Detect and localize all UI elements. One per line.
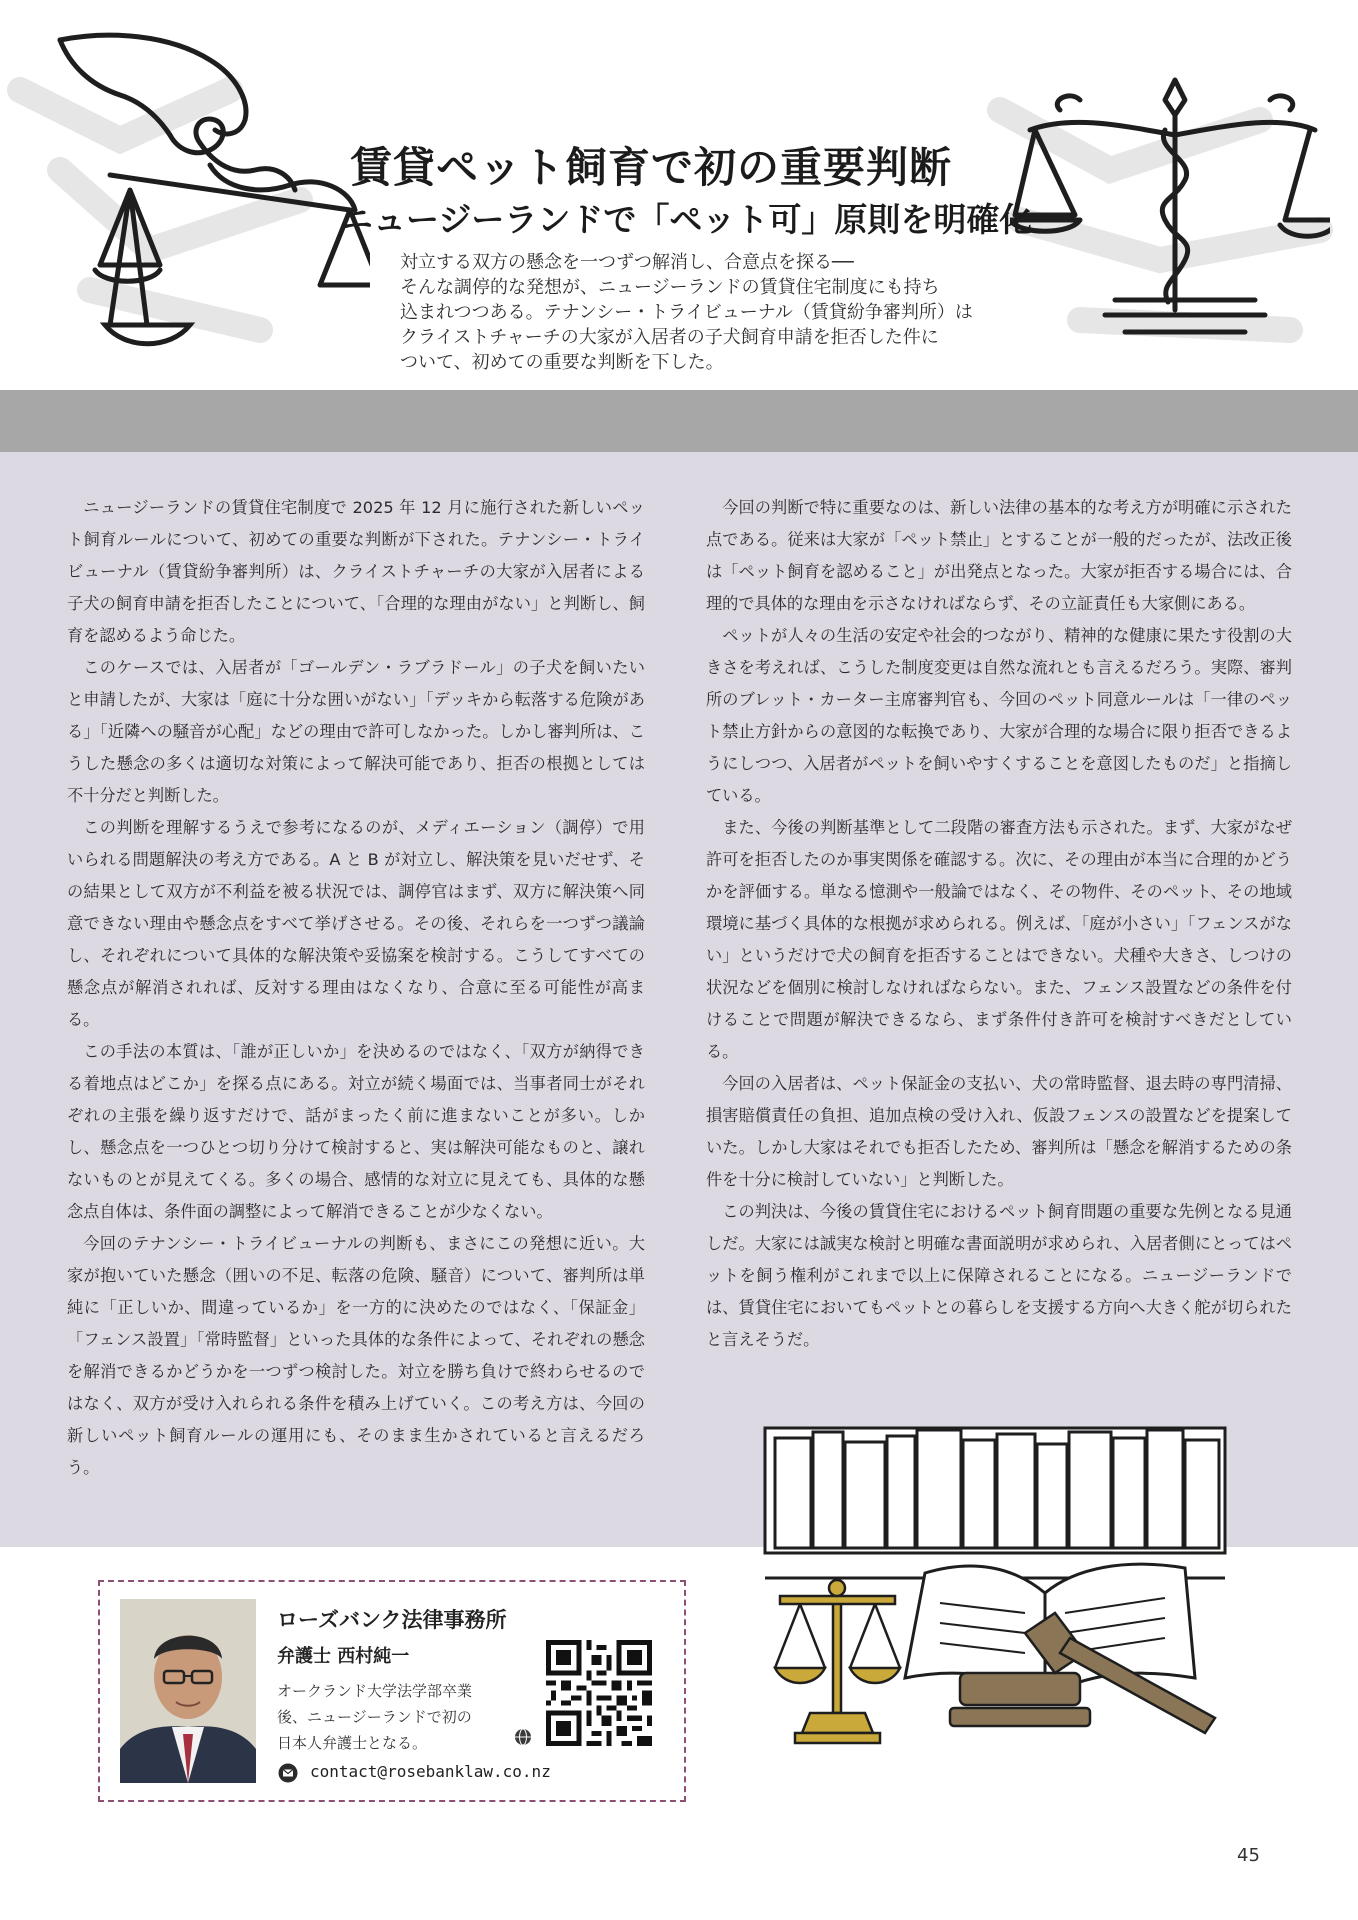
bio-line: 後、ニュージーランドで初の (277, 1708, 472, 1726)
article-body (0, 452, 1358, 1547)
lead-paragraph (400, 250, 1010, 375)
author-profile-card (98, 1580, 686, 1802)
page-title: 賃貸ペット飼育で初の重要判断 (350, 143, 953, 192)
article-paragraph: ニュージーランドの賃貸住宅制度で 2025 年 12 月に施行された新しいペット飼育ルールについて、初めての重要な判断が下された。テナンシー・トライビューナル（賃貸紛争審判所）は、クライストチャーチの大家が入居者による子犬の飼育申請を拒否したことについて、「合理的な理由がない」と判断し、飼育を認めるよう命じた。 (67, 498, 645, 645)
article-paragraph: ペットが人々の生活の安定や社会的つながり、精神的な健康に果たす役割の大きさを考えれば、こうした制度変更は自然な流れとも言えるだろう。実際、審判所のブレット・カーター主席審判官も、今回のペット同意ルールは「一律のペット禁止方針からの意図的な転換であり、大家が合理的な場合に限り拒否できるようにしつつ、入居者がペットを飼いやすくすることを意図したものだ」と指摘している。 (706, 626, 1292, 805)
article-column-right (706, 492, 1292, 1356)
author-photo (120, 1599, 256, 1783)
article-paragraph: 今回の入居者は、ペット保証金の支払い、犬の常時監督、退去時の専門清掃、損害賠償責任の負担、追加点検の受け入れ、仮設フェンスの設置などを提案していた。しかし大家はそれでも拒否したため、審判所は「懸念を解消するための条件を十分に検討していない」と判断した。 (706, 1074, 1292, 1189)
firm-name: ローズバンク法律事務所 (277, 1608, 507, 1632)
bookshelf-icon (765, 1428, 1225, 1578)
page-subtitle: ニュージーランドで「ペット可」原則を明確化 (340, 200, 1033, 239)
article-paragraph: このケースでは、入居者が「ゴールデン・ラブラドール」の子犬を飼いたいと申請したが、大家は「庭に十分な囲いがない」「デッキから転落する危険がある」「近隣への騒音が心配」などの理由で許可しなかった。しかし審判所は、こうした懸念の多くは適切な対策によって解決可能であり、拒否の根拠としては不十分だと判断した。 (67, 658, 645, 805)
article-column-left (67, 492, 645, 1484)
lead-line: 対立する双方の懸念を一つずつ解消し、合意点を探る── (400, 252, 854, 273)
bio-line: 日本人弁護士となる。 (277, 1734, 428, 1752)
law-illustration (755, 1418, 1235, 1758)
qr-code[interactable] (546, 1640, 652, 1746)
globe-icon[interactable] (514, 1728, 532, 1746)
article-paragraph: 今回の判断で特に重要なのは、新しい法律の基本的な考え方が明確に示された点である。従来は大家が「ペット禁止」とすることが一般的だったが、法改正後は「ペット飼育を認めること」が出発点となった。大家が拒否する場合には、合理的で具体的な理由を示さなければならず、その立証責任も大家側にある。 (706, 498, 1292, 613)
lead-line: クライストチャーチの大家が入居者の子犬飼育申請を拒否した件に (400, 327, 939, 348)
lead-line: そんな調停的な発想が、ニュージーランドの賃貸住宅制度にも持ち (400, 277, 940, 298)
hand-holding-scales-icon (50, 25, 370, 355)
article-paragraph: この判断を理解するうえで参考になるのが、メディエーション（調停）で用いられる問題解決の考え方である。A と B が対立し、解決策を見いだせず、その結果として双方が不利益を被る状況では、調停官はまず、双方に解決策へ同意できない理由や懸念点をすべて挙げさせる。その後、それらを一つずつ議論し、それぞれについて具体的な解決策や妥協案を検討する。こうしてすべての懸念点が解消されれば、反対する理由はなくなり、合意に至る可能性が高まる。 (67, 818, 645, 1029)
bio-line: オークランド大学法学部卒業 (277, 1682, 473, 1700)
lead-line: ついて、初めての重要な判断を下した。 (400, 352, 724, 373)
lead-line: 込まれつつある。テナンシー・トライビューナル（賃貸紛争審判所）は (400, 302, 973, 323)
lawyer-name: 弁護士 西村純一 (277, 1646, 410, 1667)
mail-icon (278, 1763, 298, 1783)
contact-email-link[interactable]: contact@rosebanklaw.co.nz (310, 1762, 551, 1781)
lawyer-bio (277, 1678, 512, 1756)
article-paragraph: 今回のテナンシー・トライビューナルの判断も、まさにこの発想に近い。大家が抱いていた懸念（囲いの不足、転落の危険、騒音）について、審判所は単純に「正しいか、間違っているか」を一方的に決めたのではなく、「保証金」「フェンス設置」「常時監督」といった具体的な条件によって、それぞれの懸念を解消できるかどうかを一つずつ検討した。対立を勝ち負けで終わらせるのではなく、双方が受け入れられる条件を積み上げていく。この考え方は、今回の新しいペット飼育ルールの運用にも、そのまま生かされていると言えるだろう。 (67, 1234, 645, 1477)
section-divider-band (0, 390, 1358, 452)
article-paragraph: この手法の本質は、「誰が正しいか」を決めるのではなく、「双方が納得できる着地点はどこか」を探る点にある。対立が続く場面では、当事者同士がそれぞれの主張を繰り返すだけで、話がまったく前に進まないことが多い。しかし、懸念点を一つひとつ切り分けて検討すると、実は解決可能なものと、譲れないものとが見えてくる。多くの場合、感情的な対立に見えても、具体的な懸念点自体は、条件面の調整によって解消できることが少なくない。 (67, 1042, 645, 1221)
article-paragraph: この判決は、今後の賃貸住宅におけるペット飼育問題の重要な先例となる見通しだ。大家には誠実な検討と明確な書面説明が求められ、入居者側にとってはペットを飼う権利がこれまで以上に保障されることになる。ニュージーランドでは、賃貸住宅においてもペットとの暮らしを支援する方向へ大きく舵が切られたと言えそうだ。 (706, 1202, 1292, 1349)
page-number: 45 (1237, 1845, 1260, 1866)
article-header (0, 0, 1358, 390)
scales-icon (775, 1580, 900, 1743)
article-paragraph: また、今後の判断基準として二段階の審査方法も示された。まず、大家がなぜ許可を拒否したのか事実関係を確認する。次に、その理由が本当に合理的かどうかを評価する。単なる憶測や一般論ではなく、その物件、そのペット、その地域環境に基づく具体的な根拠が求められる。例えば、「庭が小さい」「フェンスがない」というだけで犬の飼育を拒否することはできない。犬種や大きさ、しつけの状況などを個別に検討しなければならない。また、フェンス設置などの条件を付けることで問題が解決できるなら、まず条件付き許可を検討すべきだとしている。 (706, 818, 1292, 1061)
ornate-scales-icon (1010, 70, 1330, 340)
